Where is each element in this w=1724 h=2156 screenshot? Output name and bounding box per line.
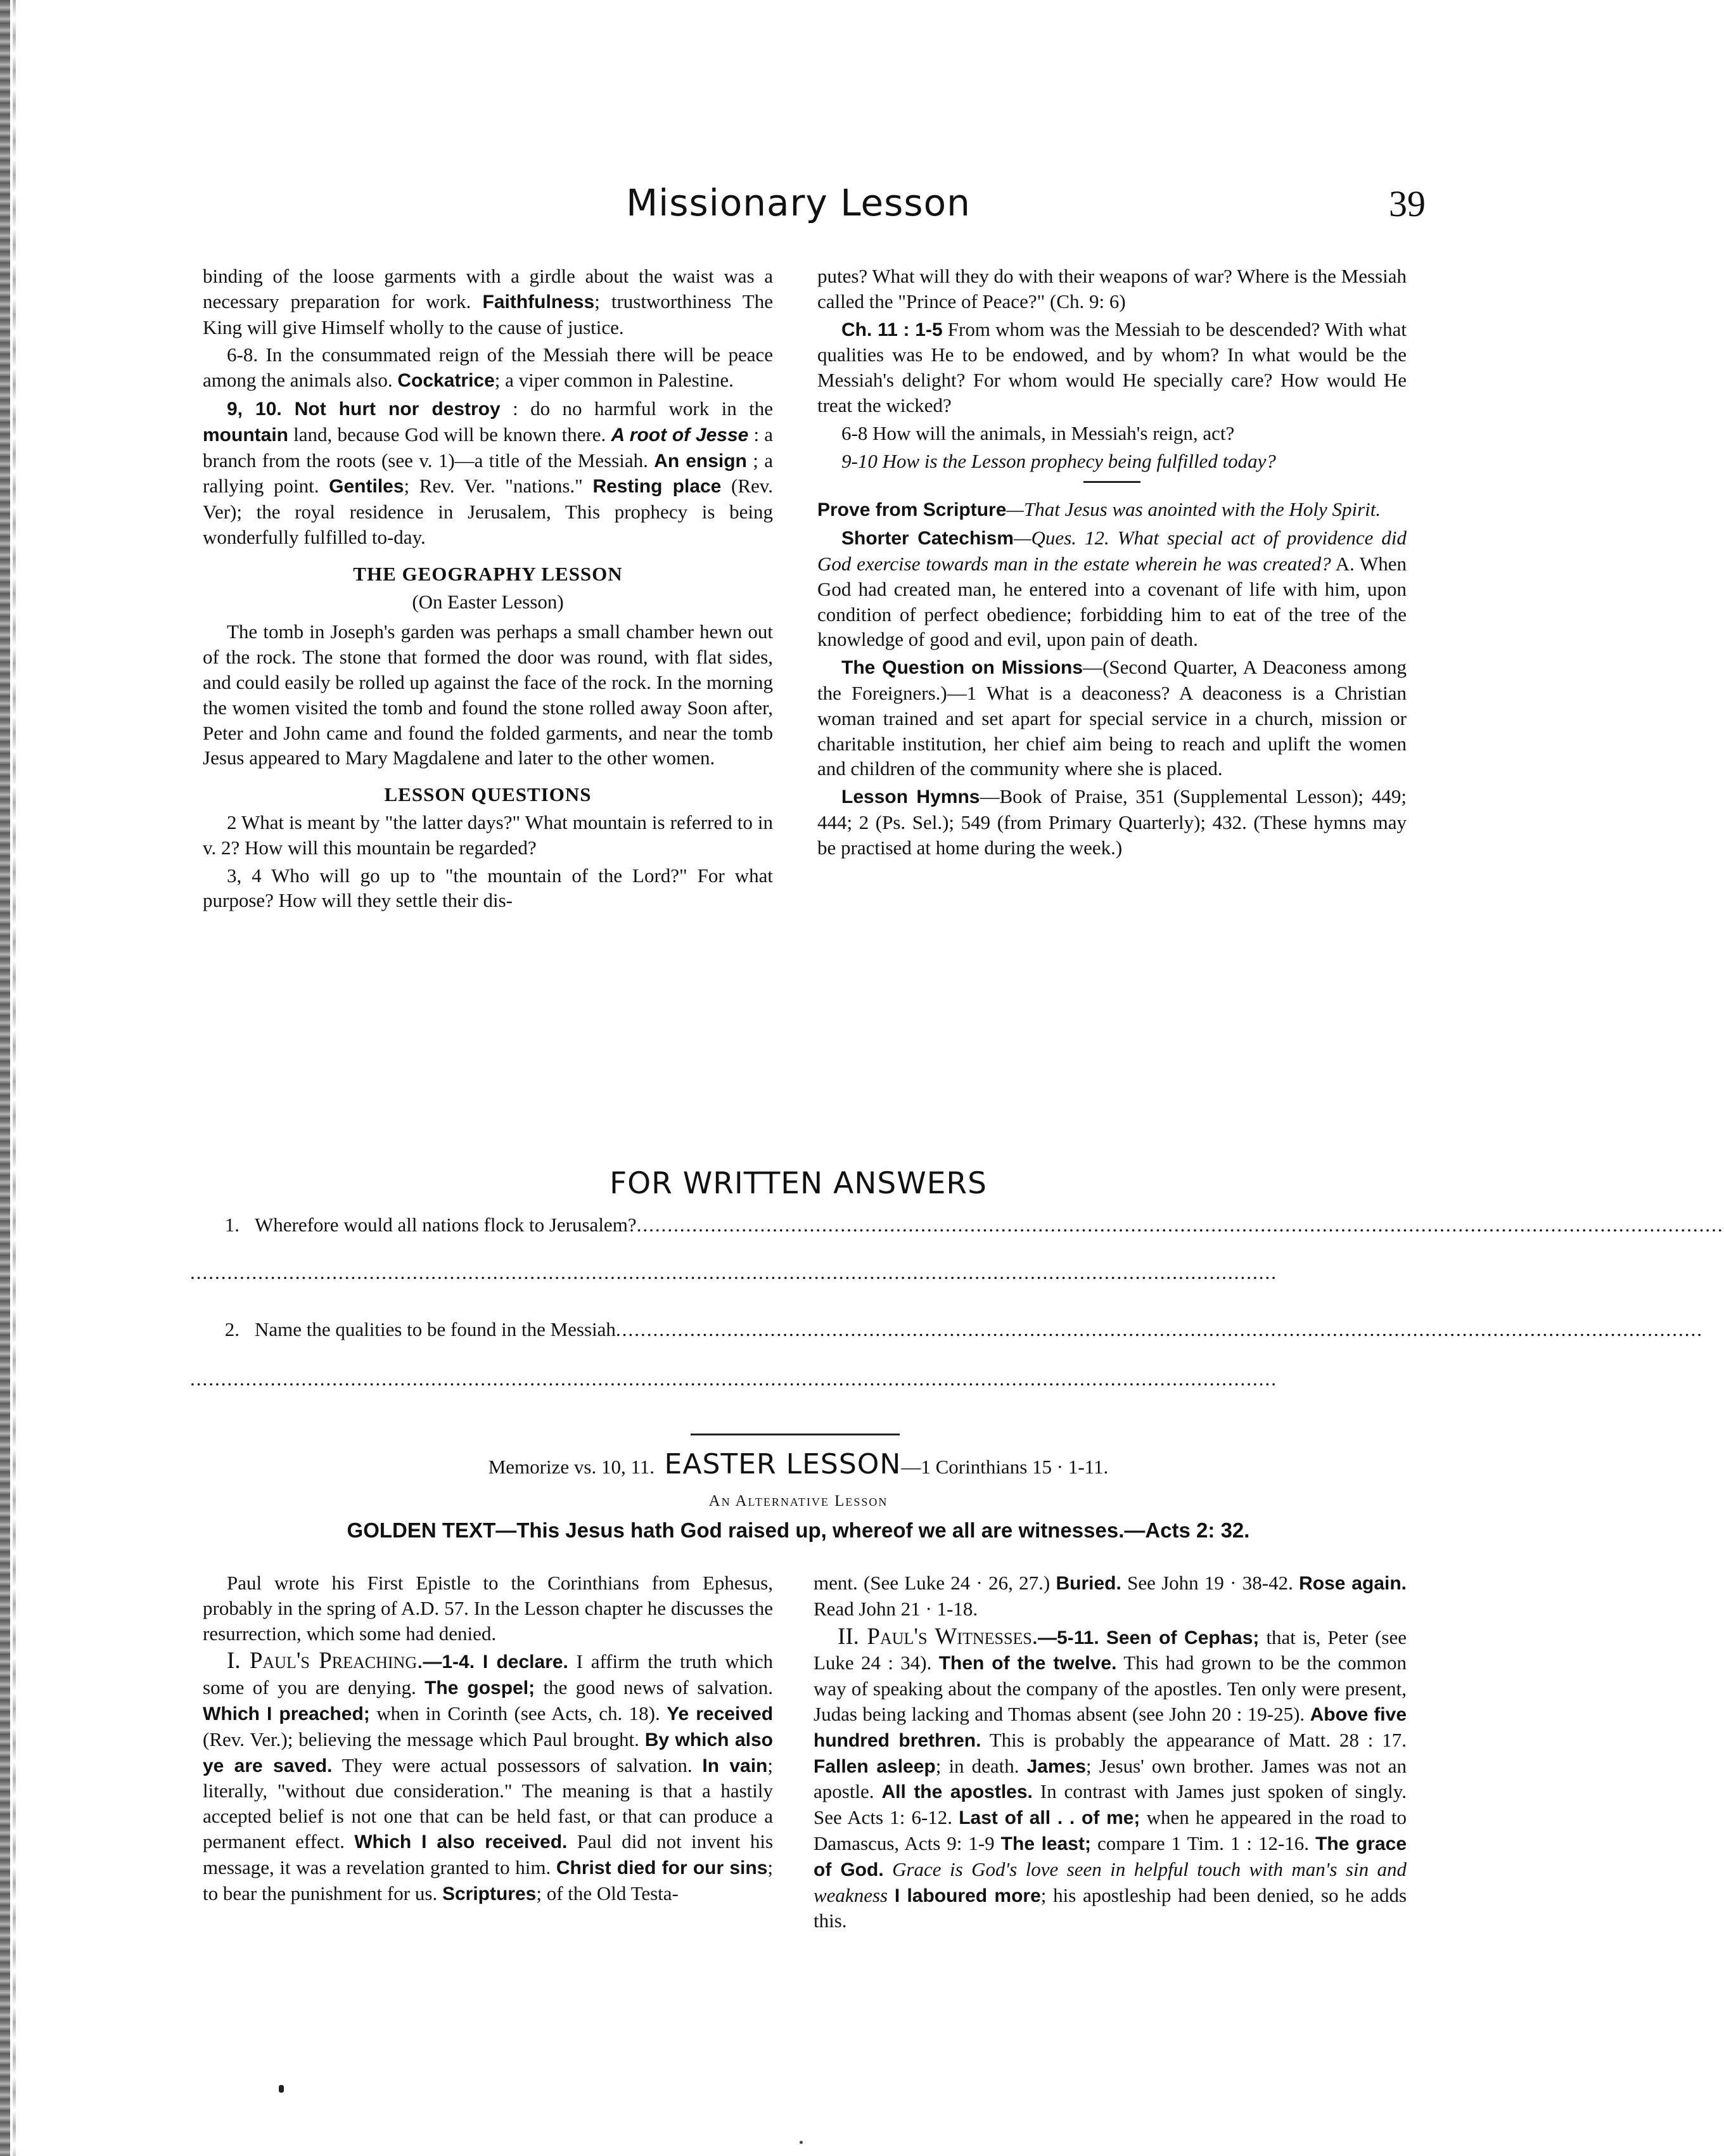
answer-line[interactable]: ................................................................................................................................................................................ bbox=[190, 1261, 1277, 1283]
geography-heading: THE GEOGRAPHY LESSON bbox=[353, 562, 623, 585]
written-question-1: 1. Wherefore would all nations flock to Jerusalem?................................................................................................................................................................................ bbox=[224, 1214, 1724, 1236]
geography-subheading: (On Easter Lesson) bbox=[412, 590, 564, 613]
left-column-bottom bbox=[203, 1570, 773, 1909]
paragraph: ment. (See Luke 24 · 26, 27.) Buried. See John 19 · 38-42. Rose again. Read John 21 · 1-18. bbox=[814, 1572, 1407, 1620]
question: putes? What will they do with their weapons of war? Where is the Messiah called the "Prince of Peace?" (Ch. 9: 6) bbox=[817, 265, 1407, 312]
alternative-lesson-label: An Alternative Lesson bbox=[708, 1492, 888, 1510]
section-divider bbox=[691, 1434, 900, 1435]
intro-paragraph: Paul wrote his First Epistle to the Corinthians from Ephesus, probably in the spring of A.D. 57. In the Lesson chapter he discusses the resurrection, which some had denied. bbox=[203, 1572, 773, 1645]
lesson-questions-heading: LESSON QUESTIONS bbox=[384, 783, 592, 806]
question: 3, 4 Who will go up to "the mountain of the Lord?" For what purpose? How will they settle their dis- bbox=[203, 864, 773, 912]
geography-text: The tomb in Joseph's garden was perhaps a small chamber hewn out of the rock. The stone that formed the door was round, with flat sides, and could easily be rolled up against the face of the rock. In the morning the women visited the tomb and found the stone rolled away Soon after, Peter and John came and found the folded garments, and near the tomb Jesus appeared to Mary Magdalene and later to the other women. bbox=[203, 620, 773, 769]
print-speck bbox=[279, 2085, 284, 2093]
paragraph: II. Paul's Witnesses.—5-11. Seen of Cephas; that is, Peter (see Luke 24 : 34). Then of the twelve. This had grown to be the common way of speaking about the company of the apostles. Ten only were present, Judas being lacking and Thomas absent (see John 20 : 19-25). Above five hundred brethren. This is probably the appearance of Matt. 28 : 17. Fallen asleep; in death. James; Jesus' own brother. James was not an apostle. All the apostles. In contrast with James just spoken of singly. See Acts 1: 6-12. Last of all . . of me; when he appeared in the road to Damascus, Acts 9: 1-9 The least; compare 1 Tim. 1 : 12-16. The grace of God. Grace is God's love seen in helpful touch with man's sin and weakness I laboured more; his apostleship had been denied, so he adds this. bbox=[814, 1623, 1407, 1932]
section-divider bbox=[1083, 481, 1140, 483]
question: 2 What is meant by "the latter days?" What mountain is referred to in v. 2? How will this mountain be regarded? bbox=[203, 811, 773, 859]
golden-text: GOLDEN TEXT—This Jesus hath God raised up, whereof we all are witnesses.—Acts 2: 32. bbox=[347, 1518, 1250, 1542]
easter-lesson-heading bbox=[171, 1448, 1426, 1480]
paragraph: 9, 10. Not hurt nor destroy : do no harmful work in the mountain land, because God will be known there. A root of Jesse : a branch from the roots (see v. 1)—a title of the Messiah. An ensign ; a rallying point. Gentiles; Rev. Ver. "nations." Resting place (Rev. Ver); the royal residence in Jerusalem, This prophecy is being wonderfully fulfilled to-day. bbox=[203, 397, 774, 548]
easter-title: EASTER LESSON bbox=[664, 1448, 902, 1480]
scripture-reference: —1 Corinthians 15 · 1-11. bbox=[901, 1456, 1109, 1478]
right-column-bottom bbox=[814, 1570, 1407, 1936]
shorter-catechism: Shorter Catechism—Ques. 12. What special act of providence did God exercise towards man in the estate wherein he was created? A. When God had created man, he entered into a covenant of life with him, upon condition of perfect obedience; forbidding him to eat of the tree of the knowledge of good and evil, upon pain of death. bbox=[817, 527, 1407, 651]
paragraph: 6-8. In the consummated reign of the Messiah there will be peace among the animals also. Cockatrice; a viper common in Palestine. bbox=[203, 343, 773, 392]
left-column-top bbox=[203, 264, 773, 916]
page-binding-shadow bbox=[13, 0, 16, 2156]
paragraph: I. Paul's Preaching.—1-4. I declare. I affirm the truth which some of you are denying. The gospel; the good news of salvation. Which I preached; when in Corinth (see Acts, ch. 18). Ye received (Rev. Ver.); believing the message which Paul brought. By which also ye are saved. They were actual possessors of salvation. In vain; literally, "without due consideration." The meaning is that a hastily accepted belief is not one that can be held fast, or that can produce a permanent effect. Which I also received. Paul did not invent his message, it was a revelation granted to him. Christ died for our sins; to bear the punishment for us. Scriptures; of the Old Testa- bbox=[203, 1648, 774, 1904]
question-on-missions: The Question on Missions—(Second Quarter, A Deaconess among the Foreigners.)—1 What is a deaconess? A deaconess is a Christian woman trained and set apart for special service in a church, mission or charitable institution, her chief aim being to reach and uplift the women and children of the community where she is placed. bbox=[817, 656, 1407, 780]
print-speck bbox=[800, 2141, 803, 2144]
written-question-2: 2. Name the qualities to be found in the Messiah................................................................................................................................................................................ bbox=[224, 1318, 1703, 1340]
question: 6-8 How will the animals, in Messiah's reign, act? bbox=[841, 421, 1235, 444]
lesson-hymns: Lesson Hymns—Book of Praise, 351 (Supplemental Lesson); 449; 444; 2 (Ps. Sel.); 549 (from Primary Quarterly); 432. (These hymns may be practised at home during the week.) bbox=[817, 785, 1407, 859]
page-number: 39 bbox=[1389, 183, 1426, 224]
running-title: Missionary Lesson bbox=[626, 181, 971, 224]
written-answers-heading: FOR WRITTEN ANSWERS bbox=[610, 1166, 987, 1201]
question: 9-10 How is the Lesson prophecy being fulfilled today? bbox=[841, 449, 1276, 472]
paragraph: binding of the loose garments with a girdle about the waist was a necessary preparation for work. Faithfulness; trustworthiness The King will give Himself wholly to the cause of justice. bbox=[203, 265, 774, 338]
right-column-top bbox=[817, 264, 1407, 863]
answer-line[interactable]: ................................................................................................................................................................................ bbox=[190, 1368, 1277, 1390]
page-header bbox=[171, 181, 1426, 232]
prove-from-scripture: Prove from Scripture—That Jesus was anointed with the Holy Spirit. bbox=[817, 498, 1381, 521]
page-binding-edge bbox=[0, 0, 10, 2156]
question: Ch. 11 : 1-5 From whom was the Messiah to be descended? With what qualities was He to be endowed, and by whom? In what would be the Messiah's delight? For whom would He specially care? How would He treat the wicked? bbox=[817, 318, 1407, 416]
memorize-note: Memorize vs. 10, 11. bbox=[488, 1456, 655, 1478]
